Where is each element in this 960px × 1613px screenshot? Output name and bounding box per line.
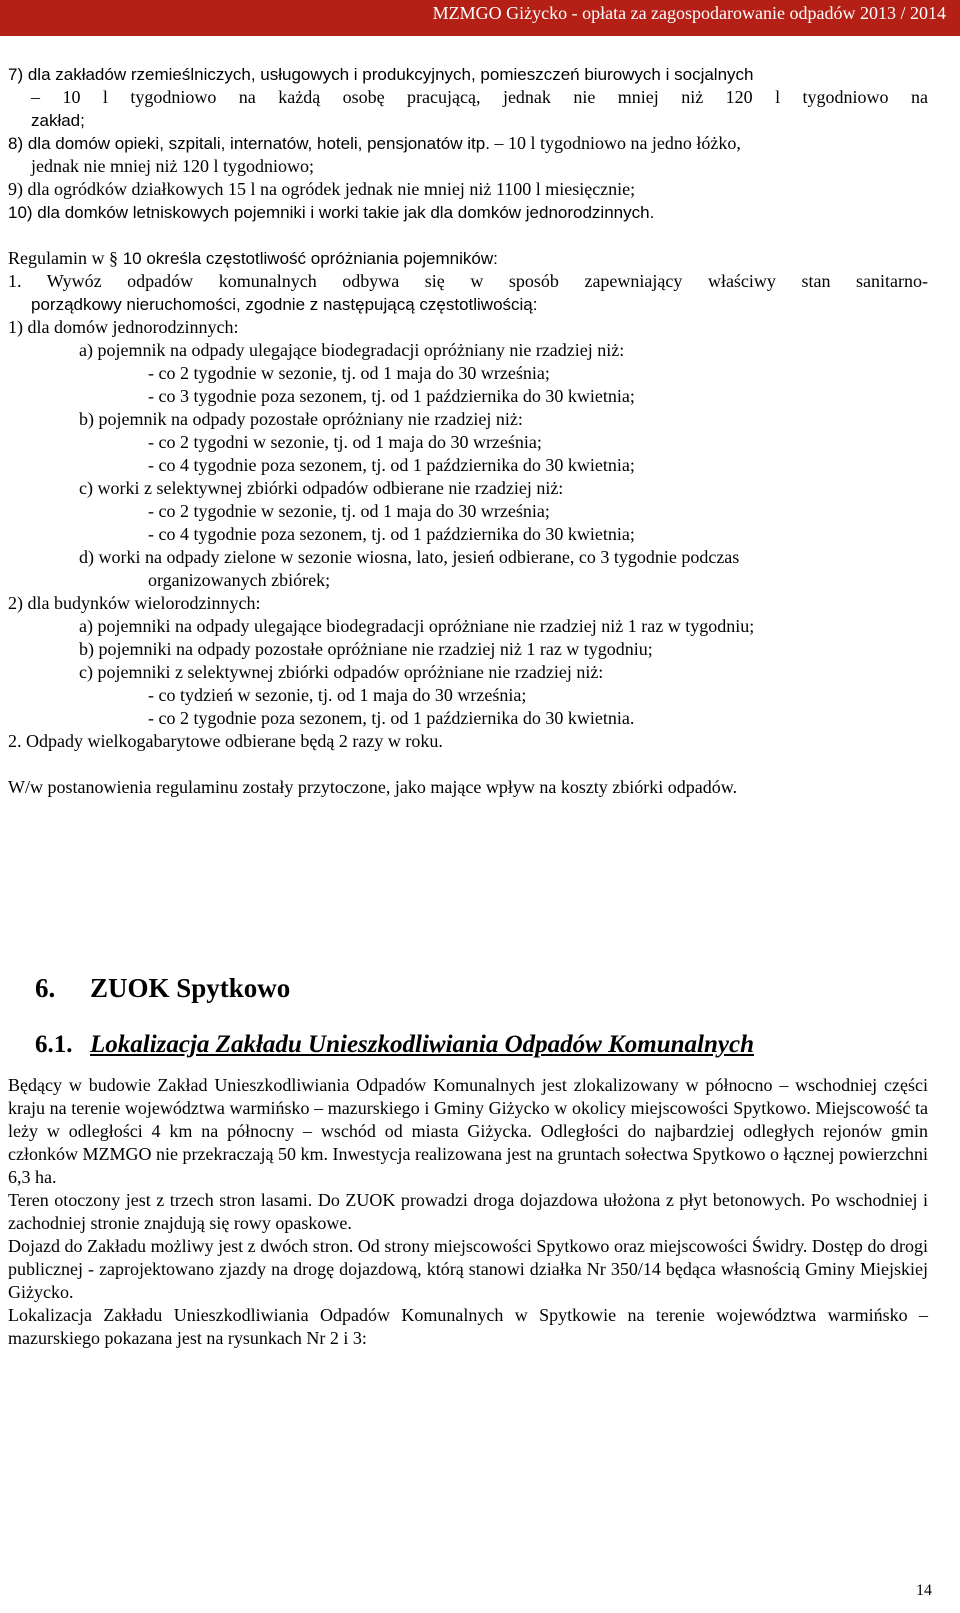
list-item-8-cont: jednak nie mniej niż 120 l tygodniowo; xyxy=(31,156,314,176)
multifamily-heading: 2) dla budynków wielorodzinnych: xyxy=(8,593,261,613)
page-number: 14 xyxy=(916,1582,932,1599)
document-body xyxy=(8,63,928,799)
access-paragraph: Dojazd do Zakładu możliwy jest z dwóch stron. Od strony miejscowości Spytkowo oraz miejscowości Świdry. Dostęp do drogi publicznej - zaprojektowano zjazdy na drogę dojazdową, którą stanowi działka Nr 350/14 będąca własnością Gminy Miejskiej Giżycko. xyxy=(8,1236,928,1302)
section-sign: § xyxy=(109,248,118,268)
paragraph-2: 2. Odpady wielkogabarytowe odbierane będą 2 razy w roku. xyxy=(8,731,443,751)
item-d: d) worki na odpady zielone w sezonie wiosna, lato, jesień odbierane, co 3 tygodnie podczas xyxy=(79,547,740,567)
multi-item-c: c) pojemniki z selektywnej zbiórki odpadów opróżniane nie rzadziej niż: xyxy=(79,662,604,682)
section-6-title: ZUOK Spytkowo xyxy=(90,973,291,1003)
item-a: a) pojemnik na odpady ulegające biodegradacji opróżniany nie rzadziej niż: xyxy=(79,340,625,360)
item-b-1: - co 2 tygodni w sezonie, tj. od 1 maja do 30 września; xyxy=(148,432,542,452)
regulamin-intro xyxy=(8,247,928,270)
item-c-2: - co 4 tygodnie poza sezonem, tj. od 1 października do 30 kwietnia; xyxy=(148,524,635,544)
item-c: c) worki z selektywnej zbiórki odpadów odbierane nie rzadziej niż: xyxy=(79,478,564,498)
section-6-1-body xyxy=(8,1074,928,1350)
list-item-7-cont: – 10 l tygodniowo na każdą osobę pracującą, jednak nie mniej niż 120 l tygodniowo na xyxy=(31,87,928,107)
multi-item-c-1: - co tydzień w sezonie, tj. od 1 maja do 30 września; xyxy=(148,685,527,705)
location-paragraph: Będący w budowie Zakład Unieszkodliwiania Odpadów Komunalnych jest zlokalizowany w północno – wschodniej części kraju na terenie województwa warmińsko – mazurskiego i Gminy Giżycko w okolicy miejscowości Spytkowo. Miejscowość ta leży w odległości 4 km na północny – wschód od miasta Giżycka. Odległości do najbardziej odległych rejonów gmin członków MZMGO nie przekraczają 50 km. Inwestycja realizowana jest na gruntach sołectwa Spytkowo o łącznej powierzchni 6,3 ha. xyxy=(8,1075,928,1187)
paragraph-1-cont: porządkowy nieruchomości, zgodnie z następującą częstotliwością: xyxy=(31,295,538,314)
section-6-number: 6. xyxy=(35,973,56,1003)
multi-item-b: b) pojemniki na odpady pozostałe opróżniane nie rzadziej niż 1 raz w tygodniu; xyxy=(79,639,653,659)
multi-item-a: a) pojemniki na odpady ulegające biodegradacji opróżniane nie rzadziej niż 1 raz w tygodniu; xyxy=(79,616,755,636)
item-b-2: - co 4 tygodnie poza sezonem, tj. od 1 października do 30 kwietnia; xyxy=(148,455,635,475)
page-header: MZMGO Giżycko - opłata za zagospodarowanie odpadów 2013 / 2014 xyxy=(0,0,960,36)
list-item-10: 10) dla domków letniskowych pojemniki i worki takie jak dla domków jednorodzinnych. xyxy=(8,203,655,222)
item-a-1: - co 2 tygodnie w sezonie, tj. od 1 maja do 30 września; xyxy=(148,363,550,383)
paragraph-1: 1. Wywóz odpadów komunalnych odbywa się w sposób zapewniający właściwy stan sanitarno- xyxy=(8,271,928,291)
item-b: b) pojemnik na odpady pozostałe opróżniany nie rzadziej niż: xyxy=(79,409,523,429)
list-item-9: 9) dla ogródków działkowych 15 l na ogródek jednak nie mniej niż 1100 l miesięcznie; xyxy=(8,179,636,199)
figures-reference-paragraph: Lokalizacja Zakładu Unieszkodliwiania Odpadów Komunalnych w Spytkowie na terenie województwa warmińsko – mazurskiego pokazana jest na rysunkach Nr 2 i 3: xyxy=(8,1305,928,1348)
item-c-1: - co 2 tygodnie w sezonie, tj. od 1 maja do 30 września; xyxy=(148,501,550,521)
multi-item-c-2: - co 2 tygodnie poza sezonem, tj. od 1 października do 30 kwietnia. xyxy=(148,708,635,728)
list-item-7-cont2: zakład; xyxy=(31,111,85,130)
regulamin-summary: W/w postanowienia regulaminu zostały przytoczone, jako mające wpływ na koszty zbiórki odpadów. xyxy=(8,777,738,797)
houses-heading: 1) dla domów jednorodzinnych: xyxy=(8,317,239,337)
section-6-1-number: 6.1. xyxy=(35,1031,73,1058)
section-6-heading xyxy=(35,973,290,1004)
list-item-8 xyxy=(8,132,928,155)
list-item-7: 7) dla zakładów rzemieślniczych, usługowych i produkcyjnych, pomieszczeń biurowych i socjalnych xyxy=(8,65,754,84)
section-6-1-heading xyxy=(35,1031,754,1059)
list-item-8-text: 8) dla domów opieki, szpitali, internatów, hoteli, pensjonatów itp. xyxy=(8,134,490,153)
section-6-1-title: Lokalizacja Zakładu Unieszkodliwiania Odpadów Komunalnych xyxy=(90,1031,754,1058)
regulamin-intro-b: 10 określa częstotliwość opróżniania pojemników: xyxy=(118,249,498,268)
terrain-paragraph: Teren otoczony jest z trzech stron lasami. Do ZUOK prowadzi droga dojazdowa ułożona z płyt betonowych. Po wschodniej i zachodniej stronie znajdują się rowy opaskowe. xyxy=(8,1190,928,1233)
list-item-8-rest: – 10 l tygodniowo na jedno łóżko, xyxy=(489,133,741,153)
item-d-cont: organizowanych zbiórek; xyxy=(148,570,331,590)
item-a-2: - co 3 tygodnie poza sezonem, tj. od 1 października do 30 kwietnia; xyxy=(148,386,635,406)
regulamin-intro-a: Regulamin w xyxy=(8,248,109,268)
